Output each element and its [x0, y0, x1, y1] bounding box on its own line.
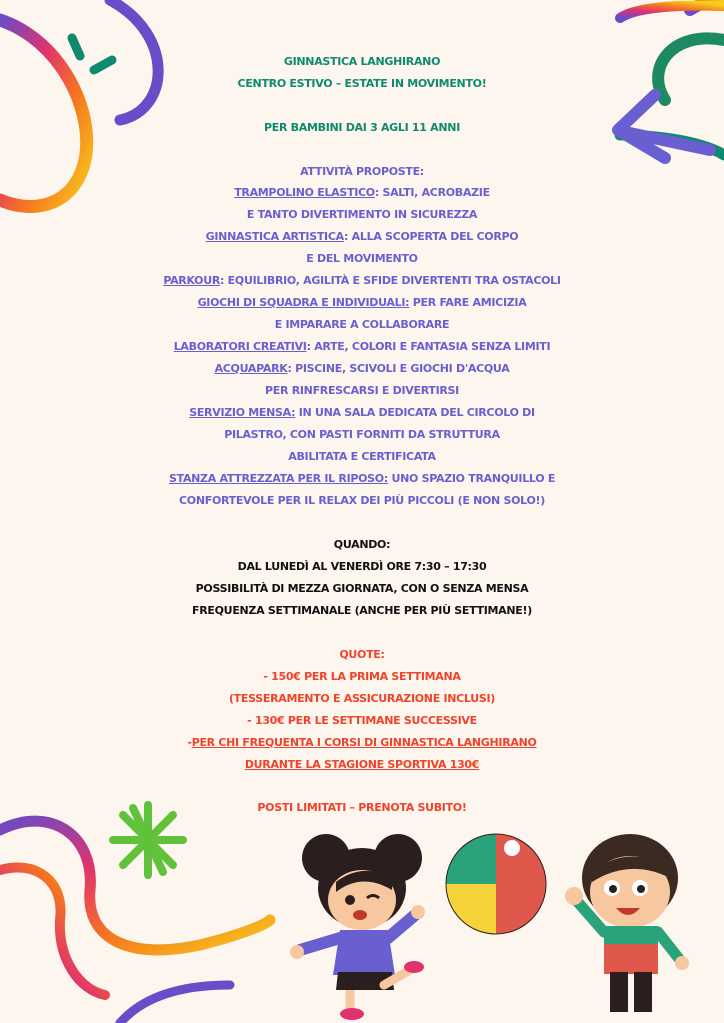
- girl-kicking-icon: [290, 834, 425, 1020]
- when-line: POSSIBILITÀ DI MEZZA GIORNATA, CON O SENZA MENSA: [195, 582, 529, 595]
- beach-ball-icon: [446, 834, 546, 934]
- activity-desc: IN UNA SALA DEDICATA DEL CIRCOLO DI: [295, 406, 535, 419]
- activity-desc: PISCINE, SCIVOLI E GIOCHI D'ACQUA: [291, 362, 510, 375]
- fee-special-cont: DURANTE LA STAGIONE SPORTIVA 130€: [244, 758, 480, 771]
- activity-canteen-cont-1: PILASTRO, CON PASTI FORNITI DA STRUTTURA: [224, 428, 500, 441]
- activity-trampoline-cont: E TANTO DIVERTIMENTO IN SICUREZZA: [246, 208, 478, 221]
- activity-name: TRAMPOLINO ELASTICO: [234, 186, 375, 199]
- activity-canteen-cont-2: ABILITATA E CERTIFICATA: [288, 450, 436, 463]
- activity-acquapark: ACQUAPARK: PISCINE, SCIVOLI E GIOCHI D'ACQUA: [214, 362, 510, 375]
- when-title: QUANDO:: [333, 538, 391, 551]
- activity-desc: SALTI, ACROBAZIE: [378, 186, 490, 199]
- when-line: DAL LUNEDÌ AL VENERDÌ ORE 7:30 – 17:30: [237, 560, 487, 573]
- activity-name: GIOCHI DI SQUADRA E INDIVIDUALI:: [197, 296, 410, 309]
- club-name: GINNASTICA LANGHIRANO: [283, 55, 441, 68]
- activity-name: SERVIZIO MENSA:: [189, 406, 296, 419]
- activity-rest-room-cont: CONFORTEVOLE PER IL RELAX DEI PIÙ PICCOLI (E NON SOLO!): [179, 494, 545, 507]
- fees-title: QUOTE:: [339, 648, 385, 661]
- camp-title: CENTRO ESTIVO – ESTATE IN MOVIMENTO!: [237, 77, 487, 90]
- activity-rest-room: [0, 468, 724, 490]
- when-line: FREQUENZA SETTIMANALE (ANCHE PER PIÙ SETTIMANE!): [192, 604, 532, 617]
- fee-line: (TESSERAMENTO E ASSICURAZIONE INCLUSI): [228, 692, 496, 705]
- activity-desc: PER FARE AMICIZIA: [409, 296, 527, 309]
- activity-creative-labs: LABORATORI CREATIVI: ARTE, COLORI E FANTASIA SENZA LIMITI: [173, 340, 551, 353]
- activity-gymnastics-cont: E DEL MOVIMENTO: [306, 252, 418, 265]
- activities-title: ATTIVITÀ PROPOSTE:: [300, 165, 424, 178]
- activity-name: PARKOUR: [163, 274, 221, 287]
- activity-name: ACQUAPARK: [214, 362, 288, 375]
- activity-canteen: [0, 402, 724, 424]
- activity-acquapark-cont: PER RINFRESCARSI E DIVERTIRSI: [265, 384, 459, 397]
- age-range: PER BAMBINI DAI 3 AGLI 11 ANNI: [263, 121, 460, 134]
- fee-line: - 130€ PER LE SETTIMANE SUCCESSIVE: [247, 714, 477, 727]
- activity-desc: ALLA SCOPERTA DEL CORPO: [348, 230, 519, 243]
- fee-line: - 150€ PER LA PRIMA SETTIMANA: [263, 670, 461, 683]
- activity-desc: EQUILIBRIO, AGILITÀ E SFIDE DIVERTENTI TRA OSTACOLI: [224, 274, 561, 287]
- activity-name: LABORATORI CREATIVI: [173, 340, 307, 353]
- activity-gymnastics: GINNASTICA ARTISTICA: ALLA SCOPERTA DEL CORPO: [205, 230, 519, 243]
- boy-waving-icon: [565, 834, 689, 1012]
- activity-team-games: [0, 292, 724, 314]
- activity-desc: ARTE, COLORI E FANTASIA SENZA LIMITI: [310, 340, 551, 353]
- activity-team-games-cont: E IMPARARE A COLLABORARE: [274, 318, 450, 331]
- activity-name: STANZA ATTREZZATA PER IL RIPOSO:: [168, 472, 388, 485]
- activity-desc: UNO SPAZIO TRANQUILLO E: [387, 472, 556, 485]
- fee-special: -PER CHI FREQUENTA I CORSI DI GINNASTICA LANGHIRANO: [187, 736, 537, 749]
- activity-name: GINNASTICA ARTISTICA: [205, 230, 345, 243]
- activity-trampoline: TRAMPOLINO ELASTICO: SALTI, ACROBAZIE: [234, 186, 490, 199]
- call-to-action: POSTI LIMITATI – PRENOTA SUBITO!: [257, 801, 467, 814]
- activity-parkour: PARKOUR: EQUILIBRIO, AGILITÀ E SFIDE DIVERTENTI TRA OSTACOLI: [163, 274, 561, 287]
